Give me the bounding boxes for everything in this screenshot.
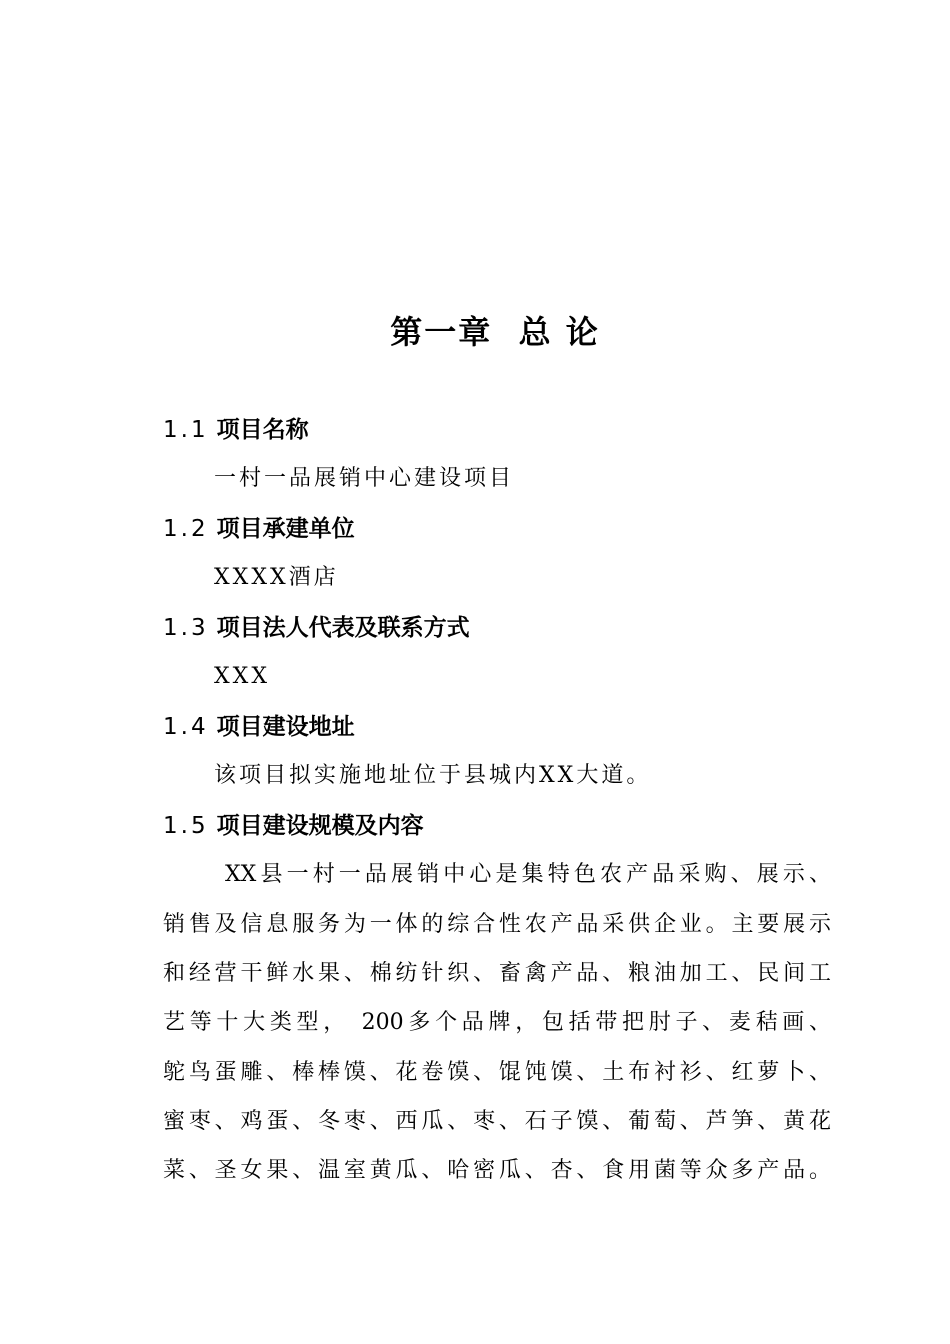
section-title: 项目承建单位 [216,516,355,542]
section-heading-1-2 [163,512,355,546]
chapter-title: 第一章 总 论 [390,313,600,351]
paragraph-line: 销售及信息服务为一体的综合性农产品采供企业。主要展示 [163,912,831,937]
section-heading-1-1 [163,413,309,447]
paragraph-line: XX县一村一品展销中心是集特色农产品采购、展示、 [225,862,831,887]
paragraph-line: 蜜枣、鸡蛋、冬枣、西瓜、枣、石子馍、葡萄、芦笋、黄花 [163,1109,831,1134]
section-title: 项目建设规模及内容 [216,813,424,839]
section-heading-1-5 [163,809,424,843]
paragraph-line: 菜、圣女果、温室黄瓜、哈密瓜、杏、食用菌等众多产品。 [163,1158,831,1183]
section-number: 1.2 [163,516,209,542]
section-number: 1.1 [163,417,209,443]
section-number: 1.5 [163,813,209,839]
section-title: 项目建设地址 [216,714,355,740]
section-heading-1-4 [163,710,355,744]
section-content-1-4: 该项目拟实施地址位于县城内XX大道。 [214,763,652,788]
section-content-1-2: XXXX酒店 [214,565,339,590]
section-content-1-3: XXX [214,664,270,689]
section-title: 项目名称 [216,417,309,443]
section-number: 1.3 [163,615,209,641]
section-title: 项目法人代表及联系方式 [216,615,470,641]
paragraph-line: 艺等十大类型， 200多个品牌，包括带把肘子、麦秸画、 [163,1010,831,1035]
paragraph-line: 和经营干鲜水果、棉纺针织、畜禽产品、粮油加工、民间工 [163,961,831,986]
paragraph-line: 鸵鸟蛋雕、棒棒馍、花卷馍、馄饨馍、土布衬衫、红萝卜、 [163,1060,831,1085]
section-heading-1-3 [163,611,470,645]
section-content-1-1: 一村一品展销中心建设项目 [214,466,515,491]
section-number: 1.4 [163,714,209,740]
